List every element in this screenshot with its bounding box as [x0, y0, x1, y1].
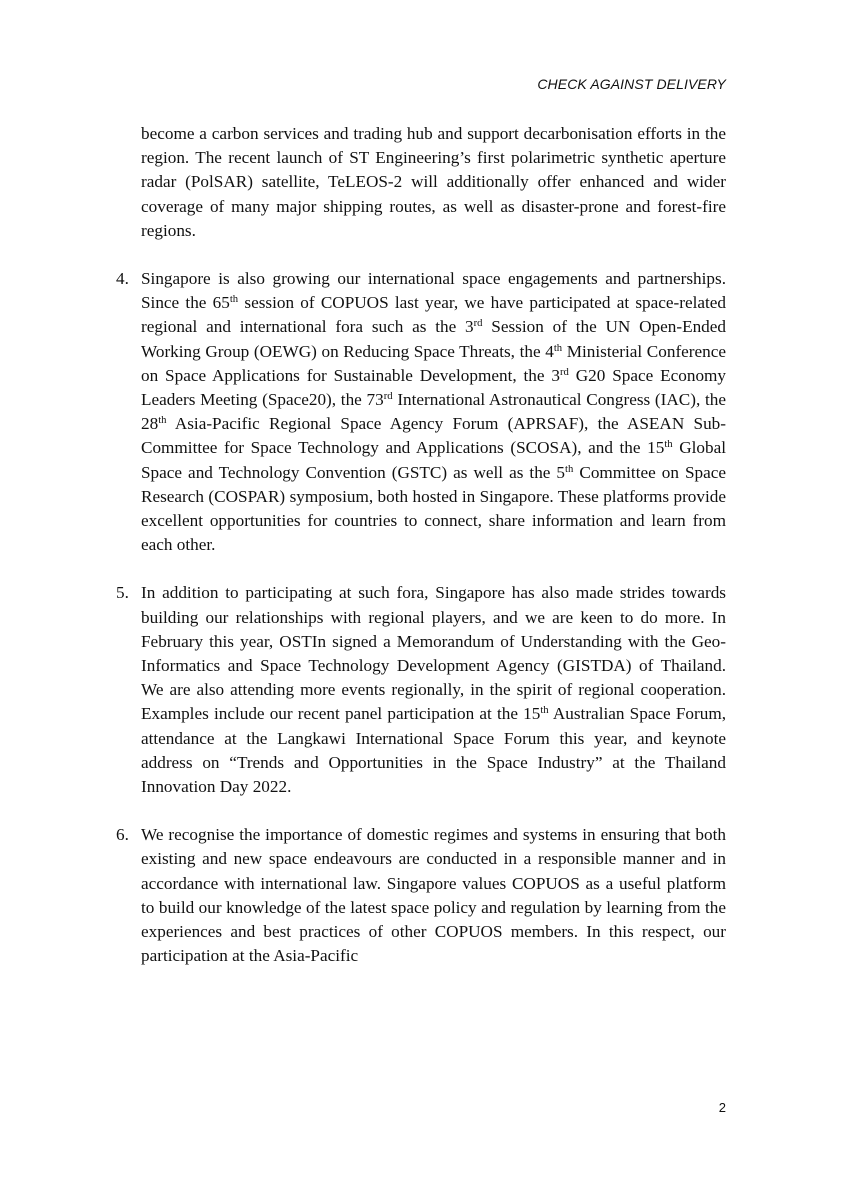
page-number: 2 — [718, 1100, 726, 1115]
text-run: We recognise the importance of domestic regimes and systems in ensuring that both existing and new space endeavours are conducted in a responsible manner and in accordance with international law. Singapore values COPUOS as a useful platform to build our knowledge of the latest space policy and regulation by learning from the experiences and best practices of other COPUOS members. In this respect, our participation at the Asia-Pacific — [141, 825, 726, 966]
superscript-ordinal: th — [540, 705, 549, 717]
delivery-header: CHECK AGAINST DELIVERY — [537, 76, 726, 92]
paragraph-text — [141, 267, 726, 557]
superscript-ordinal: th — [158, 415, 167, 427]
text-run: Ministerial Conference on Space Applications for Sustainable Development, the 3 — [141, 341, 726, 385]
text-run: In addition to participating at such fora, Singapore has also made strides towards building our relationships with regional players, and we are keen to do more. In February this year, OSTIn signed a Memorandum of Understanding with the Geo-Informatics and Space Technology Development Agency (GISTDA) of Thailand. We are also attending more events regionally, in the spirit of regional cooperation. Examples include our recent panel participation at the 15 — [141, 583, 726, 724]
text-run: Asia-Pacific Regional Space Agency Forum (APRSAF), the ASEAN Sub-Committee for Space Technology and Applications (SCOSA), and the 15 — [141, 414, 726, 458]
text-run: G20 Space Economy Leaders Meeting (Space20), the 73 — [141, 365, 727, 410]
continued-paragraph-text — [141, 122, 726, 243]
text-run: Session of the UN Open-Ended Working Group (OEWG) on Reducing Space Threats, the 4 — [141, 317, 727, 361]
text-run: International Astronautical Congress (IAC), the 28 — [141, 390, 726, 434]
numbered-paragraph — [116, 823, 726, 968]
superscript-ordinal: rd — [473, 318, 483, 330]
numbered-paragraph-list — [116, 267, 726, 968]
numbered-paragraph — [116, 581, 726, 799]
text-run: Committee on Space Research (COSPAR) symposium, both hosted in Singapore. These platforms provide excellent opportunities for countries to connect, share information and learn from each other. — [141, 462, 726, 555]
superscript-ordinal: th — [229, 294, 239, 306]
paragraph-text — [141, 823, 726, 968]
superscript-ordinal: rd — [383, 391, 393, 403]
paragraph-number: 5. — [116, 583, 129, 603]
continued-paragraph — [116, 122, 726, 243]
superscript-ordinal: th — [664, 439, 673, 451]
paragraph-number: 6. — [116, 825, 129, 845]
paragraph-number: 4. — [116, 269, 129, 289]
text-run: session of COPUOS last year, we have participated at space-related regional and international fora such as the 3 — [141, 293, 726, 337]
text-run: Global Space and Technology Convention (GSTC) as well as the 5 — [141, 438, 726, 482]
document-body — [116, 122, 726, 993]
superscript-ordinal: th — [553, 342, 563, 354]
superscript-ordinal: th — [565, 463, 574, 475]
text-run: Singapore is also growing our international space engagements and partnerships. Since the 65 — [141, 269, 726, 313]
superscript-ordinal: rd — [559, 366, 569, 378]
paragraph-text — [141, 581, 726, 799]
numbered-paragraph — [116, 267, 726, 557]
text-run: Australian Space Forum, attendance at the Langkawi International Space Forum this year, and keynote address on “Trends and Opportunities in the Space Industry” at the Thailand Innovation Day 2022. — [141, 704, 726, 797]
text-run: become a carbon services and trading hub and support decarbonisation efforts in the region. The recent launch of ST Engineering’s first polarimetric synthetic aperture radar (PolSAR) satellite, TeLEOS-2 will additionally offer enhanced and wider coverage of many major shipping routes, as well as disaster-prone and forest-fire regions. — [141, 124, 726, 240]
